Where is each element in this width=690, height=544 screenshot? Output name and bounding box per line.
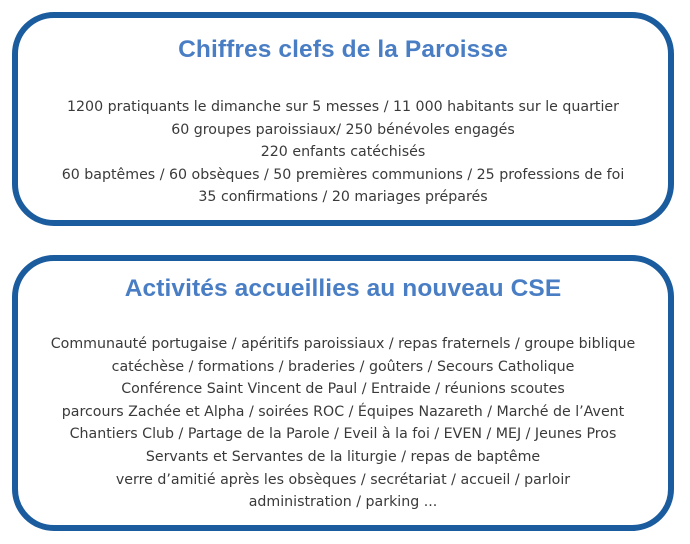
key-figures-line: 35 confirmations / 20 mariages préparés bbox=[198, 189, 488, 205]
activities-line: verre d’amitié après les obsèques / secrétariat / accueil / parloir bbox=[115, 471, 571, 488]
key-figures-line: 60 baptêmes / 60 obsèques / 50 premières communions / 25 professions de foi bbox=[61, 166, 625, 183]
key-figures-line: 1200 pratiquants le dimanche sur 5 messes / 11 000 habitants sur le quartier bbox=[67, 99, 619, 115]
key-figures-title: Chiffres clefs de la Paroisse bbox=[178, 36, 508, 63]
activities-title: Activités accueillies au nouveau CSE bbox=[124, 275, 562, 302]
key-figures-list bbox=[18, 96, 668, 209]
activities-line: Chantiers Club / Partage de la Parole / Eveil à la foi / EVEN / MEJ / Jeunes Pros bbox=[69, 426, 617, 443]
activities-line: catéchèse / formations / braderies / goûters / Secours Catholique bbox=[111, 358, 575, 375]
activities-line: Communauté portugaise / apéritifs paroissiaux / repas fraternels / groupe biblique bbox=[50, 336, 636, 352]
activities-panel bbox=[12, 255, 674, 531]
key-figures-line: 220 enfants catéchisés bbox=[260, 144, 426, 160]
key-figures-line: 60 groupes paroissiaux/ 250 bénévoles engagés bbox=[171, 121, 515, 138]
activities-line: Servants et Servantes de la liturgie / repas de baptême bbox=[145, 448, 541, 465]
activities-line: Conférence Saint Vincent de Paul / Entraide / réunions scoutes bbox=[121, 381, 565, 398]
activities-line: administration / parking ... bbox=[248, 494, 438, 511]
activities-line: parcours Zachée et Alpha / soirées ROC / Équipes Nazareth / Marché de l’Avent bbox=[61, 403, 625, 420]
activities-list bbox=[18, 333, 668, 514]
key-figures-panel bbox=[12, 12, 674, 226]
